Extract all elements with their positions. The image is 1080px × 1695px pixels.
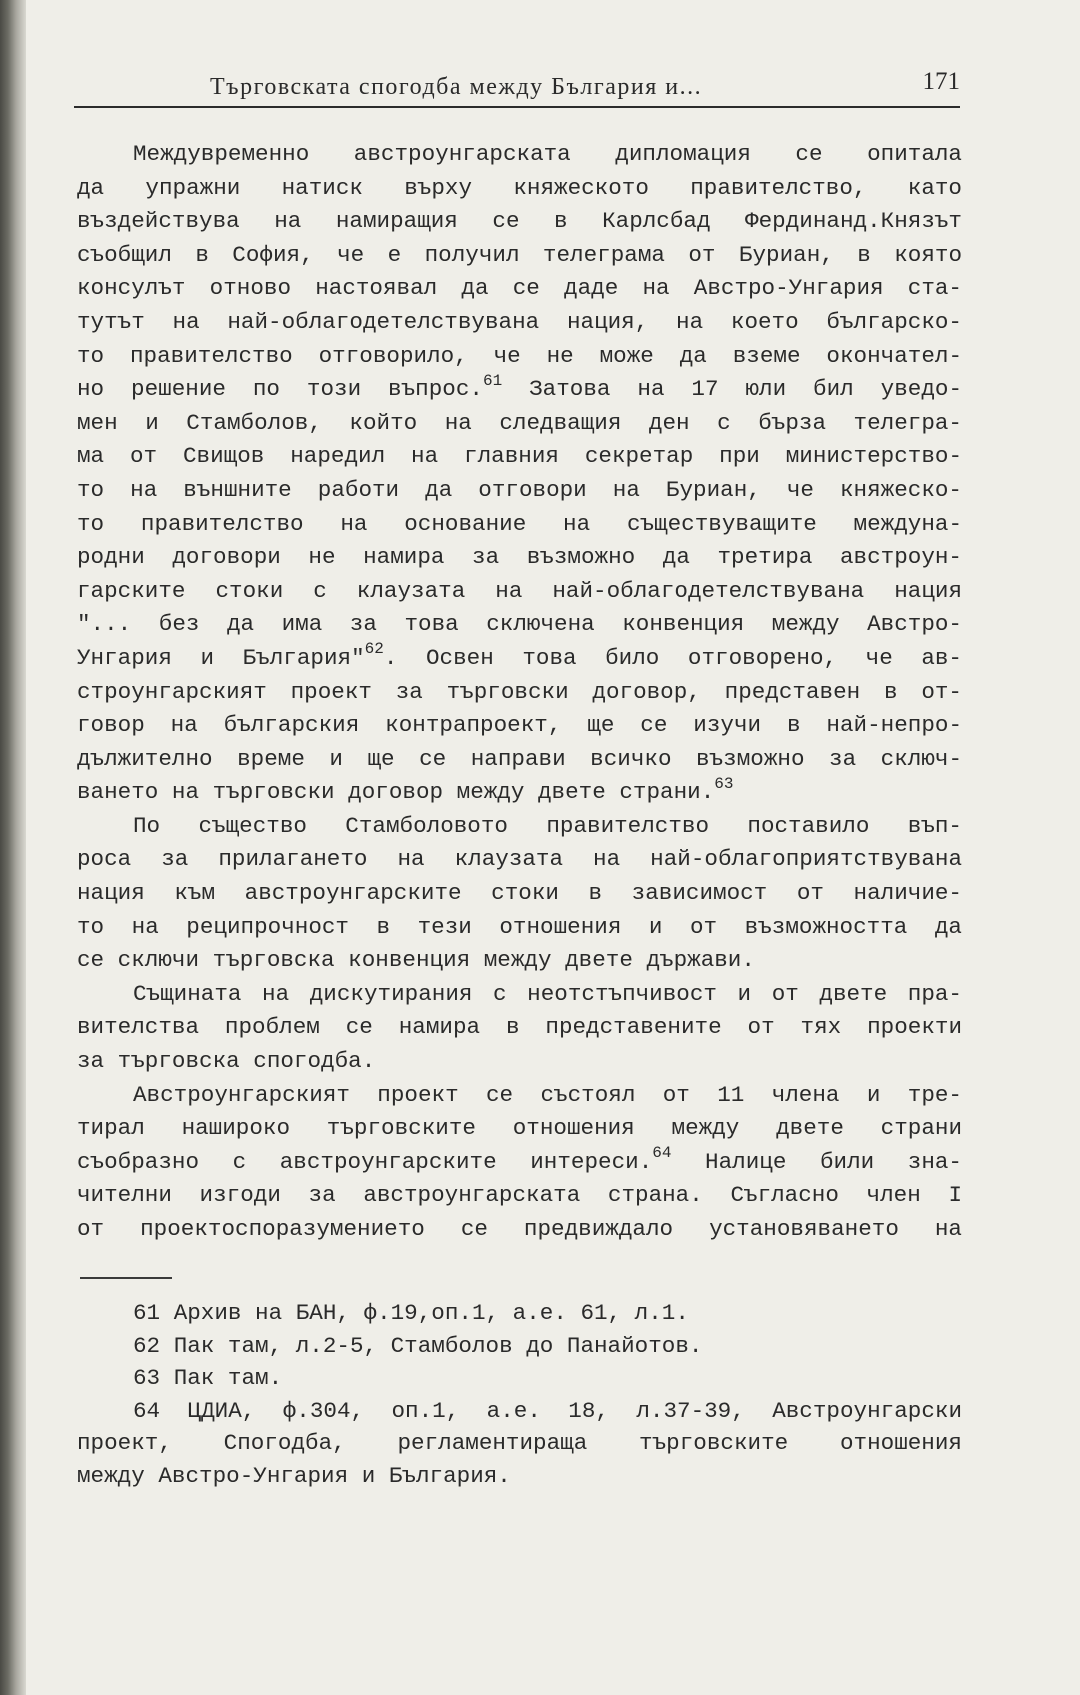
footnote-64-continued: между Австро-Унгария и България. xyxy=(77,1462,511,1489)
text-line: то правителство отговорило, че не може да вземе окончател- xyxy=(77,342,962,369)
text-segment: съобразно с австроунгарските интереси. xyxy=(77,1148,653,1175)
text-line: за търговска спогодба. xyxy=(77,1048,376,1075)
text-line: въздействува на намиращия се в Карлсбад Фердинанд.Князът xyxy=(77,208,962,235)
text-line: се сключи търговска конвенция между двете държави. xyxy=(77,947,755,974)
footnote-62 xyxy=(77,1330,962,1363)
text-line: мен и Стамболов, който на следващия ден с бърза телегра- xyxy=(77,409,962,436)
footnote-text: ЦДИА, ф.304, оп.1, а.е. 18, л.37-39, Австроунгарски xyxy=(187,1397,963,1424)
footnote-number: 63 xyxy=(133,1365,161,1391)
footnote-text: Пак там, л.2-5, Стамболов до Панайотов. xyxy=(173,1332,703,1359)
text-segment: ването на търговски договор между двете страни. xyxy=(77,779,715,806)
text-line: дължително време и ще се направи всичко възможно за сключ- xyxy=(77,745,962,772)
text-line: то на външните работи да отговори на Буриан, че княжеско- xyxy=(77,476,962,503)
text-line: роса за прилагането на клаузата на най-облагоприятствувана xyxy=(77,846,962,873)
text-line xyxy=(77,642,962,676)
text-line xyxy=(77,776,962,810)
footnote-number: 64 xyxy=(133,1397,161,1424)
text-line: "... без да има за това сключена конвенция между Австро- xyxy=(77,611,962,638)
text-line: тутът на най-облагодетелствувана нация, на което българско- xyxy=(77,308,962,335)
footnote-64-continued: проект, Спогодба, регламентираща търговските отношения xyxy=(77,1430,962,1456)
text-line: да упражни натиск върху княжеското правителство, като xyxy=(77,174,962,201)
text-line: строунгарският проект за търговски договор, представен в от- xyxy=(77,678,962,705)
text-line: вителства проблем се намира в представените от тях проекти xyxy=(77,1014,962,1041)
text-line: Същината на дискутирания с неотстъпчивост и от двете пра- xyxy=(133,980,962,1007)
footnotes xyxy=(77,1297,962,1492)
footnote-61 xyxy=(77,1297,962,1330)
footnote-63 xyxy=(77,1362,962,1395)
text-line: консулът отново настоявал да се даде на Австро-Унгария ста- xyxy=(77,275,962,302)
text-line: ма от Свищов наредил на главния секретар при министерство- xyxy=(77,443,962,470)
text-line xyxy=(77,1146,962,1180)
running-title: Търговската спогодба между България и... xyxy=(210,74,703,100)
text-segment: . Освен това било отговорено, че ав- xyxy=(383,644,962,671)
text-line: нация към австроунгарските стоки в зависимост от наличие- xyxy=(77,880,962,907)
footnote-text: Архив на БАН, ф.19,оп.1, а.е. 61, л.1. xyxy=(173,1300,689,1326)
text-line: то на реципрочност в тези отношения и от възможността да xyxy=(77,913,962,940)
text-line: то правителство на основание на съществуващите междуна- xyxy=(77,510,962,537)
text-segment: Затова на 17 юли бил уведо- xyxy=(502,376,962,403)
text-line: Австроунгарският проект се състоял от 11 члена и тре- xyxy=(133,1081,962,1108)
text-segment: но решение по този въпрос. xyxy=(77,376,483,403)
footnote-number: 61 xyxy=(133,1300,161,1326)
text-line: съобщил в София, че е получил телеграма от Буриан, в която xyxy=(77,241,962,268)
footnote-ref-64: 64 xyxy=(652,1144,672,1163)
text-line: от проектоспоразумението се предвиждало установяването на xyxy=(77,1216,962,1242)
text-line: По същество Стамболовото правителство поставило въп- xyxy=(133,812,962,839)
text-segment: Унгария и България" xyxy=(77,644,365,671)
book-binding-edge xyxy=(0,0,26,1695)
footnote-ref-61: 61 xyxy=(482,371,503,390)
footnote-number: 62 xyxy=(133,1332,161,1359)
text-line: родни договори не намира за възможно да третира австроун- xyxy=(77,544,962,571)
text-line: говор на българския контрапроект, ще се изучи в най-непро- xyxy=(77,712,962,739)
running-header xyxy=(74,66,960,108)
text-line: гарските стоки с клаузата на най-облагодетелствувана нация xyxy=(77,577,962,604)
text-line: тирал нашироко търговските отношения между двете страни xyxy=(77,1115,962,1142)
footnote-separator xyxy=(80,1277,172,1279)
text-line: Междувременно австроунгарската дипломация се опитала xyxy=(133,141,962,167)
text-line xyxy=(77,373,962,407)
page-number: 171 xyxy=(922,68,960,95)
footnote-ref-63: 63 xyxy=(714,774,734,793)
body-text xyxy=(77,138,962,1247)
footnote-text: Пак там. xyxy=(173,1365,283,1391)
footnote-ref-62: 62 xyxy=(364,640,384,659)
text-line: чителни изгоди за австроунгарската страна. Съгласно член I xyxy=(77,1182,962,1209)
footnote-64 xyxy=(77,1395,962,1428)
text-segment: Налице били зна- xyxy=(671,1148,962,1175)
